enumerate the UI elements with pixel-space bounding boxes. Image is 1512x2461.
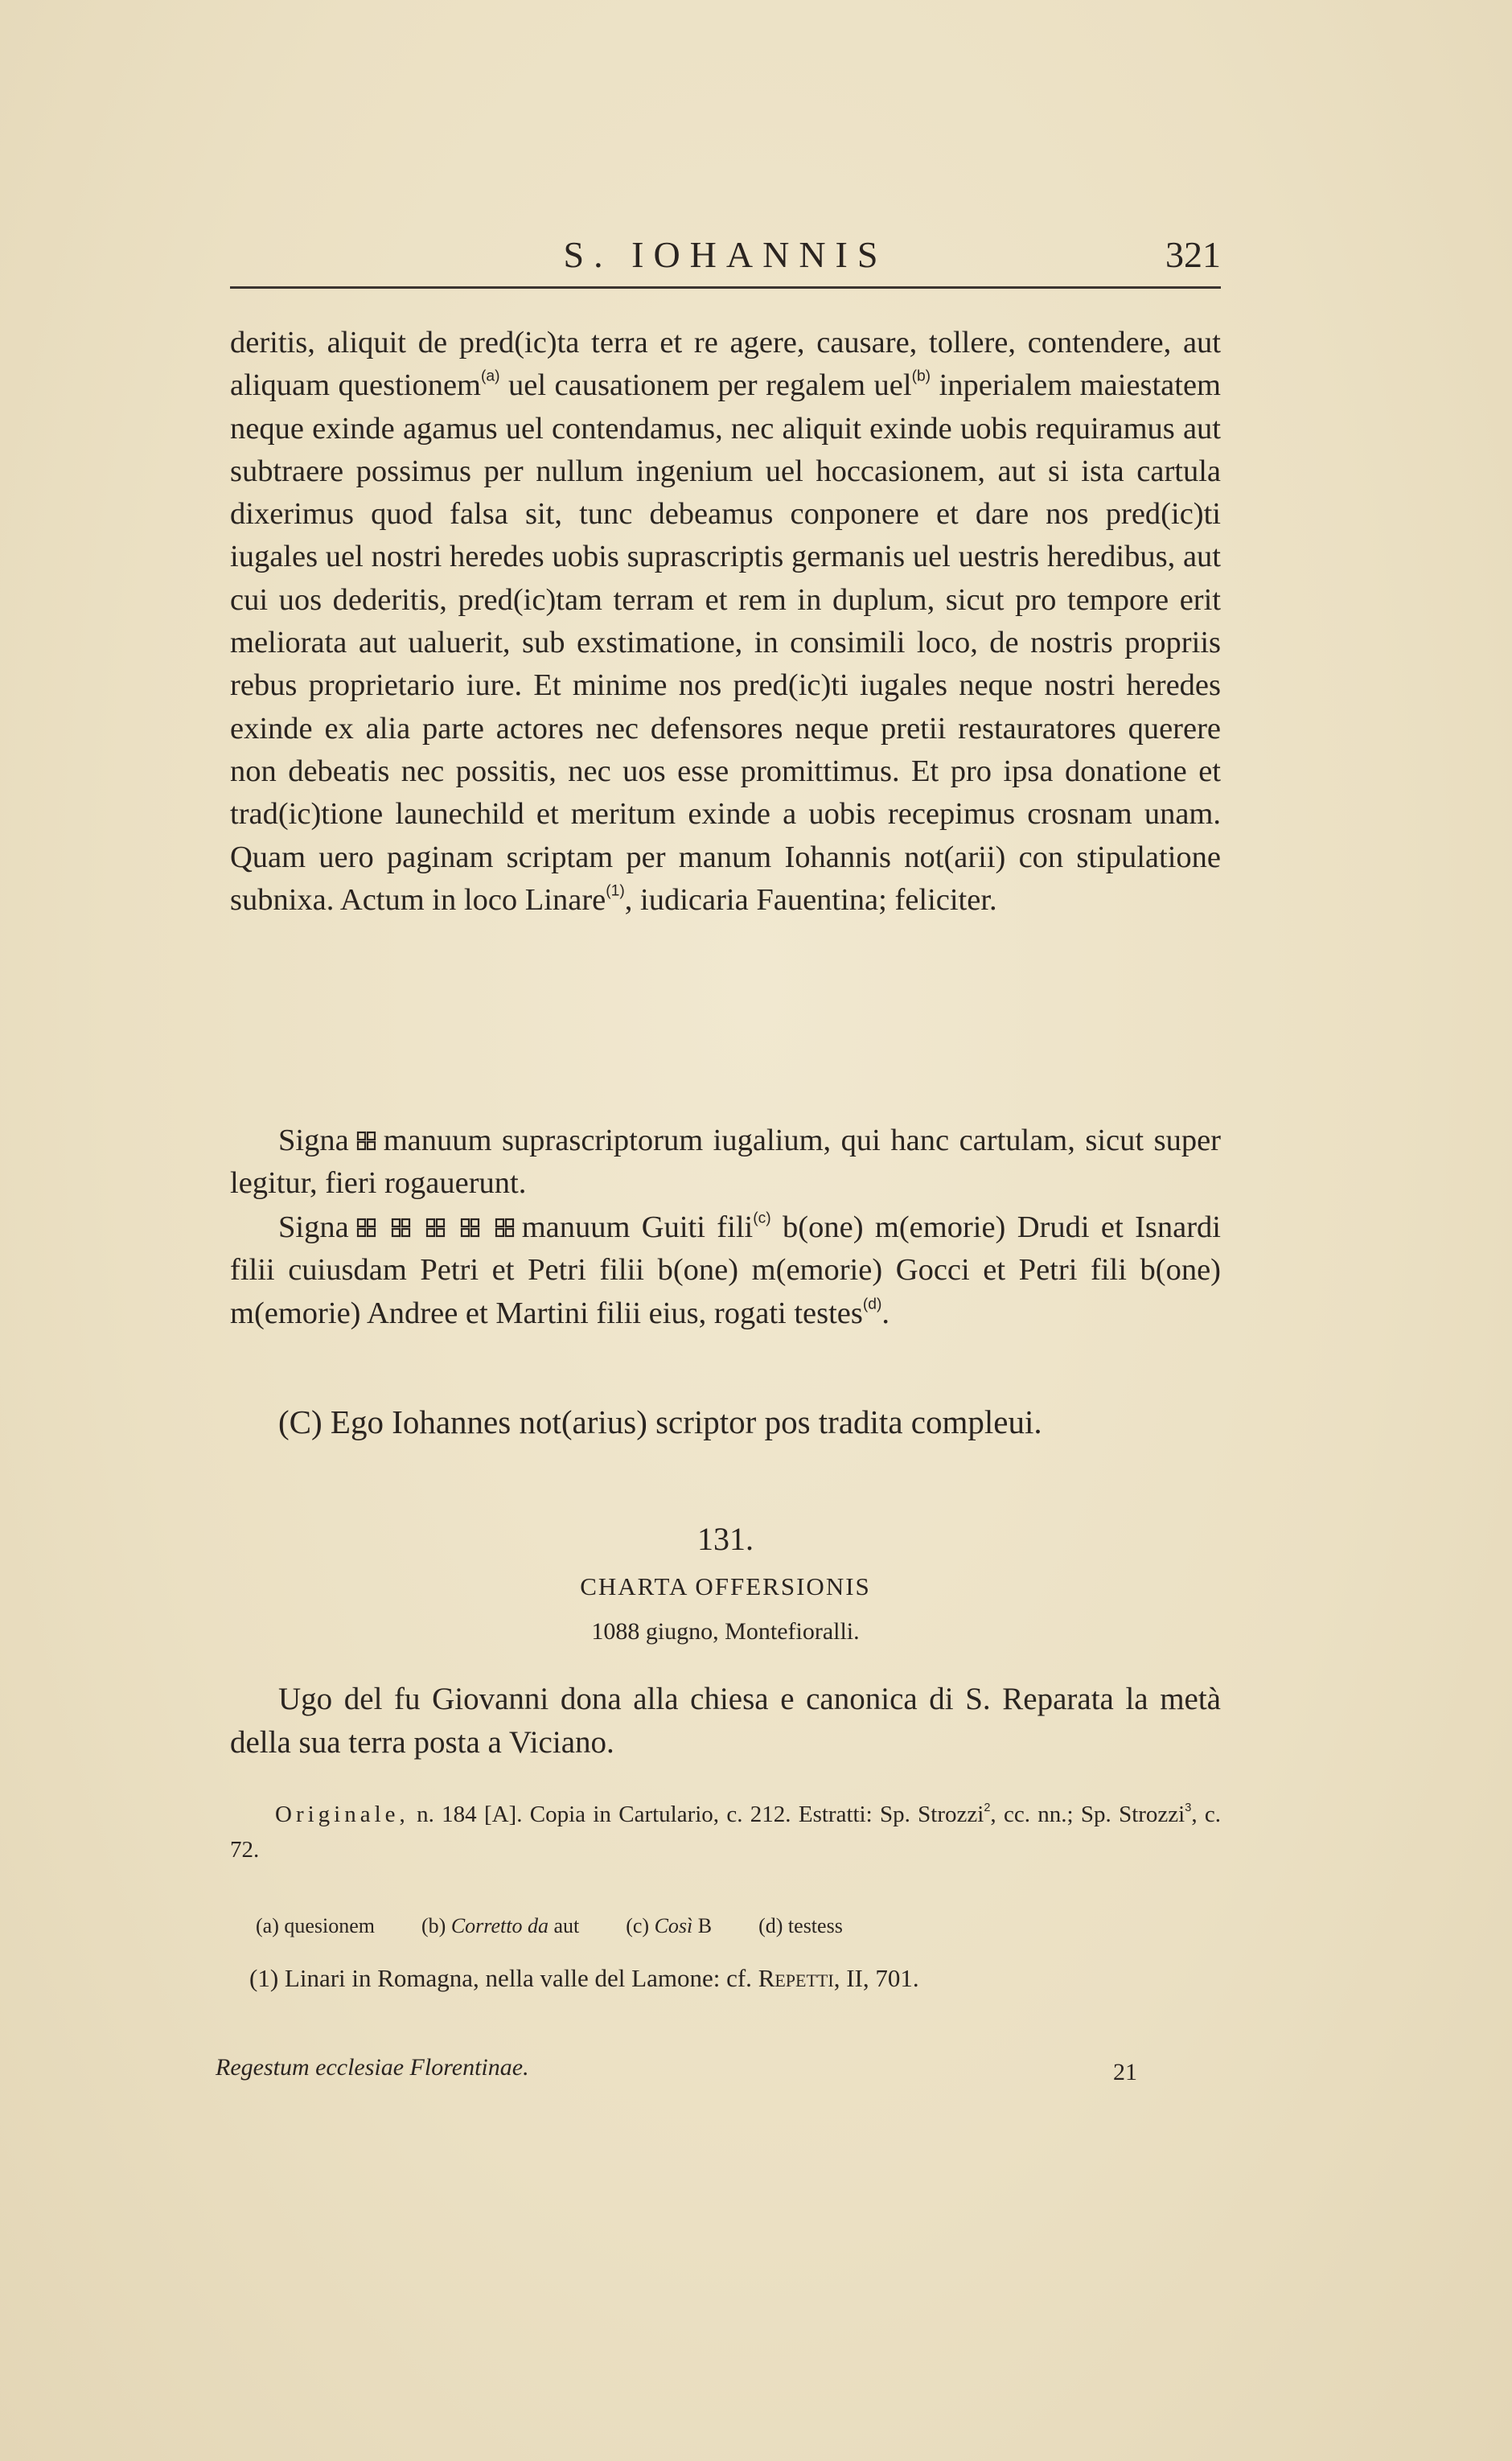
running-header <box>230 233 1221 281</box>
cross-icon <box>459 1217 481 1239</box>
critical-note-b <box>421 1914 579 1937</box>
note-ref-a: (a) <box>481 368 500 385</box>
footnote-1 <box>230 1964 1221 1993</box>
signa-word: Signa <box>278 1210 349 1244</box>
superscript: 2 <box>984 1801 991 1814</box>
text-segment: deritis, aliquit de pred(ic)ta terra et re agere, causare, tollere, contendere, aut aliquam questionem <box>230 326 1221 403</box>
footer-title: Regestum ecclesiae Florentinae. <box>216 2054 529 2081</box>
running-title: S. IOHANNIS <box>563 234 888 275</box>
footnote-text: (1) Linari in Romagna, nella valle del Lamone: cf. <box>249 1964 758 1992</box>
note-text: B <box>692 1914 713 1937</box>
cross-icon <box>425 1217 446 1239</box>
footnote-text: , II, 701. <box>833 1964 919 1992</box>
footnote-author: Repetti <box>758 1964 834 1992</box>
critical-notes <box>230 1914 1221 1938</box>
orig-text: , cc. nn.; Sp. Strozzi <box>990 1802 1185 1827</box>
signa-testes <box>230 1206 1221 1335</box>
critical-note-a: (a) quesionem <box>256 1914 376 1937</box>
orig-label: Originale, <box>275 1802 409 1827</box>
signature-mark: 21 <box>1113 2059 1137 2085</box>
signa-text: manuum Guiti fili <box>521 1210 754 1244</box>
signa-word: Signa <box>278 1124 349 1157</box>
cross-icon <box>355 1130 377 1152</box>
note-ref-d: (d) <box>862 1296 882 1313</box>
note-text: (c) <box>626 1914 655 1937</box>
cross-icon <box>355 1217 377 1239</box>
signa-text: manuum suprascriptorum iugalium, qui hanc cartulam, sicut super legitur, fieri rogauerunt. <box>230 1124 1221 1201</box>
document-summary: Ugo del fu Giovanni dona alla chiesa e canonica di S. Reparata la metà della sua terra posta a Viciano. <box>230 1682 1221 1760</box>
superscript: 3 <box>1185 1801 1192 1814</box>
signa-text: b(one) m(emorie) Drudi et Isnardi filii cuiusdam Petri et Petri filii b(one) m(emorie) Gocci et Petri fili b(one) m(emorie) Andree et Martini filii eius, rogati testes <box>230 1210 1221 1330</box>
header-rule <box>230 286 1221 289</box>
orig-text: , c. 72. <box>230 1802 1221 1863</box>
signa-text: . <box>881 1296 890 1330</box>
document-date-place: 1088 giugno, Montefioralli. <box>591 1618 860 1645</box>
note-ref-1: (1) <box>606 882 625 900</box>
critical-note-c <box>626 1914 712 1937</box>
cross-icon <box>390 1217 412 1239</box>
document-title: CHARTA OFFERSIONIS <box>580 1572 871 1600</box>
tradition-note <box>230 1797 1221 1867</box>
text-segment: , iudicaria Fauentina; feliciter. <box>624 882 997 917</box>
text-segment: inperialem maiestatem neque exinde agamus uel contendamus, nec aliquit exinde uobis requiramus aut subtraere possimus per nullum ingenium uel hoccasionem, aut si ista cartula dixerimus quod falsa sit, tunc debeamus conponere et dare nos pred(ic)ti iugales uel nostri heredes uobis suprascriptis germanis uel uestris heredibus, aut cui uos dederitis, pred(ic)tam terram et rem in duplum, sicut pro tempore erit meliorata aut ualuerit, sub exstimatione, in consimili loco, de nostris propriis rebus proprietario iure. Et minime nos pred(ic)ti iugales neque nostri heredes exinde ex alia parte actores nec defensores neque pretii restauratores querere non debeatis nec possitis, nec uos esse promittimus. Et pro ipsa donatione et trad(ic)tione launechild et meritum exinde a uobis recepimus crosnam unam. Quam uero paginam scriptam per manum Iohannis not(arii) con stipulatione subnixa. Actum in loco Linare <box>230 368 1221 917</box>
critical-note-d: (d) testess <box>758 1914 843 1937</box>
cross-icon <box>494 1217 516 1239</box>
note-ref-b: (b) <box>911 368 931 385</box>
note-text: aut <box>548 1914 580 1937</box>
note-italic: Corretto da <box>450 1914 549 1937</box>
page-number: 321 <box>1165 234 1221 275</box>
text-segment: uel causationem per regalem uel <box>499 368 912 403</box>
note-italic: Così <box>654 1914 693 1937</box>
notary-subscription: (C) Ego Iohannes not(arius) scriptor pos tradita compleui. <box>278 1403 1042 1440</box>
orig-text: n. 184 [A]. Copia in Cartulario, c. 212. Estratti: Sp. Strozzi <box>409 1802 984 1827</box>
signa-iugales <box>230 1120 1221 1206</box>
note-ref-c: (c) <box>753 1210 771 1227</box>
document-number: 131. <box>697 1521 754 1557</box>
note-text: (b) <box>421 1914 451 1937</box>
charter-text <box>230 322 1221 922</box>
